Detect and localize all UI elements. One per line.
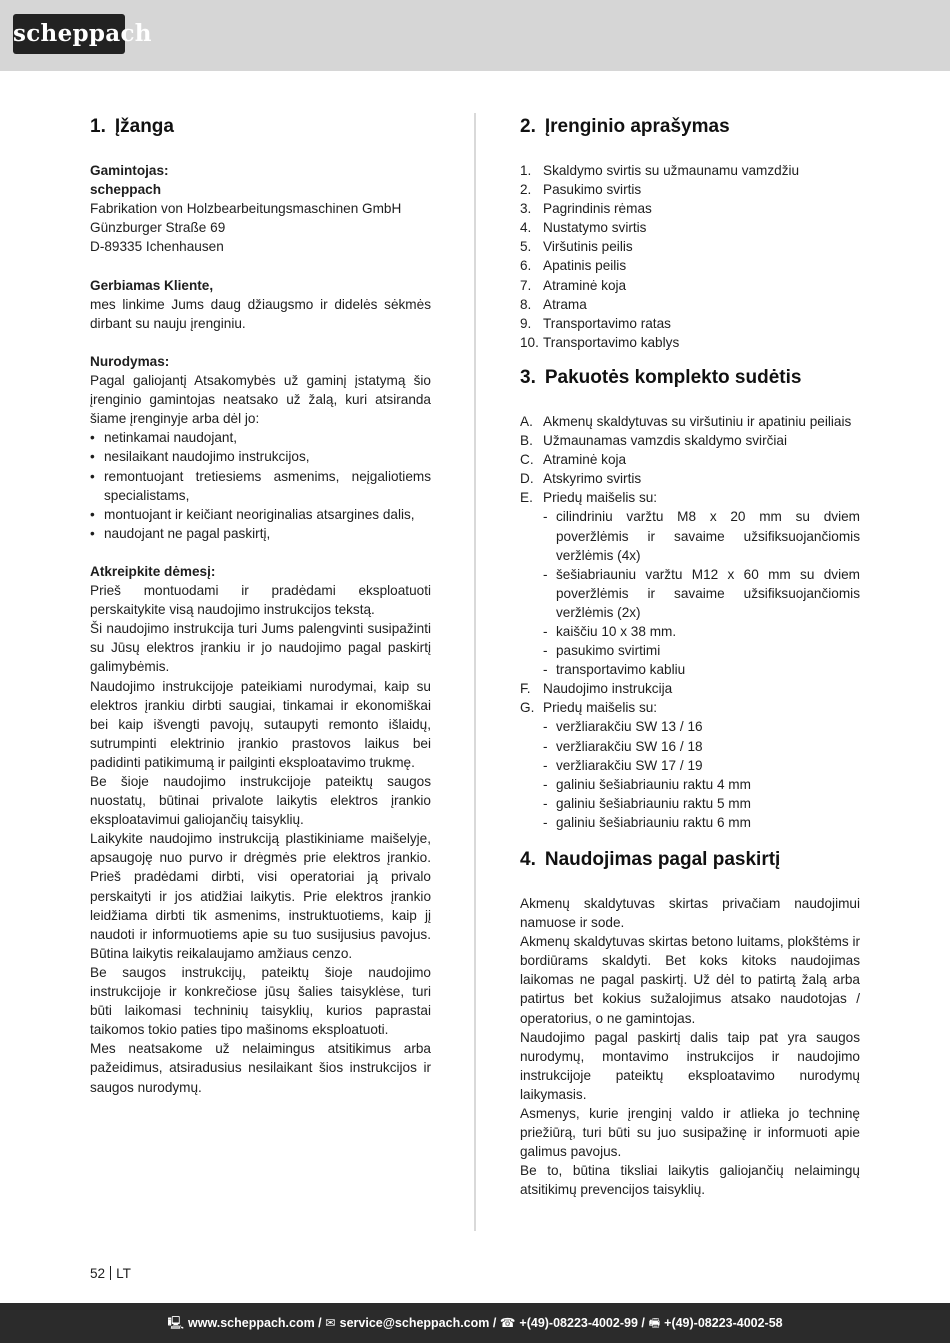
- list-item: G. Priedų maišelis su:: [520, 700, 658, 716]
- paragraph: Naudojimo instrukcijoje pateikiami nurodymai, kaip su elektros įrankiu dirbti saugiai, tinkamai ir ekonomiškai bei kaip išvengti pavojų, sutaupyti remonto išlaidų, sutrumpinti elektrinio įrankio prastovos laikus bei padidinti patikimumą ir pailginti eksploatavimo trukmę.: [90, 678, 431, 770]
- list-item: • remontuojant tretiesiems asmenims, neįgaliotiems specialistams,: [90, 467, 431, 505]
- list-item: - veržliarakčiu SW 16 / 18: [543, 738, 703, 754]
- section-number: 3.: [520, 366, 536, 388]
- section-title: Įrenginio aprašymas: [544, 116, 730, 137]
- section-title: Pakuotės komplekto sudėtis: [544, 366, 802, 388]
- paragraph: Naudojimo pagal paskirtį dalis taip pat yra saugos nurodymų, montavimo instrukcijos ir naudojimo instrukcijoje pateiktų eksploatavimo nurodymų laikymasis.: [520, 1029, 860, 1102]
- list-item: D. Atskyrimo svirtis: [520, 471, 642, 487]
- header-bar: [0, 0, 950, 71]
- list-item: 8. Atrama: [520, 296, 587, 312]
- brand-logo: scheppach: [13, 14, 125, 54]
- list-item: - veržliarakčiu SW 13 / 16: [543, 719, 703, 735]
- description-list: [520, 161, 860, 352]
- list-item: - galiniu šešiabriauniu raktu 6 mm: [543, 814, 751, 830]
- list-item: A. Akmenų skaldytuvas su viršutiniu ir apatiniu peiliais: [520, 413, 852, 429]
- manufacturer-line: Günzburger Straße 69: [90, 220, 226, 236]
- list-item: F. Naudojimo instrukcija: [520, 681, 673, 697]
- list-item: C. Atraminė koja: [520, 452, 627, 468]
- package-list: [520, 412, 860, 507]
- column-divider: [474, 113, 476, 1231]
- mail-icon: ✉: [325, 1316, 336, 1330]
- paragraph: Laikykite naudojimo instrukciją plastikiniame maišelyje, apsaugoję nuo purvo ir drėgmės prie elektros įrankio. Prieš pradėdami dirbti, visi operatoriai ją privalo perskaityti ir jos atidžiai laikytis. Prie elektros įrankio leidžiama dirbti tik asmenims, instruktuotiems, kaip jį naudoti ir informuotiems apie su tuo susijusius pavojus. Būtina laikytis reikalaujamo amžiaus cenzo.: [90, 831, 431, 961]
- list-item: - pasukimo svirtimi: [543, 643, 661, 659]
- list-item: - galiniu šešiabriauniu raktu 5 mm: [543, 795, 751, 811]
- page-number-value: 52: [90, 1266, 106, 1281]
- list-item: - galiniu šešiabriauniu raktu 4 mm: [543, 776, 751, 792]
- note-list: [90, 428, 431, 543]
- manufacturer-label: Gamintojas:: [90, 163, 169, 178]
- footer-email[interactable]: service@scheppach.com /: [339, 1316, 497, 1330]
- note-text: Pagal galiojantį Atsakomybės už gaminį įstatymą šio įrenginio gamintojas neatsako už žalą, kuri atsiranda šiame įrenginyje arba dėl jo:: [90, 373, 431, 427]
- list-item: 5. Viršutinis peilis: [520, 239, 633, 255]
- package-sublist: [543, 507, 860, 679]
- package-sublist: [543, 717, 860, 832]
- section-heading-intended-use: [520, 846, 860, 874]
- paragraph: Be to, būtina tiksliai laikytis galiojančių nelaimingų atsitikimų prevencijos taisyklių.: [520, 1163, 860, 1198]
- paragraph: Prieš montuodami ir pradėdami eksploatuoti perskaitykite visą naudojimo instrukcijos tekstą.: [90, 583, 431, 618]
- footer-website[interactable]: www.scheppach.com /: [188, 1316, 322, 1330]
- section-heading-intro: [90, 113, 431, 141]
- paragraph: Ši naudojimo instrukcija turi Jums palengvinti susipažinti su Jūsų elektros įrankiu ir jo naudojimo pagal paskirtį galimybėmis.: [90, 621, 431, 675]
- list-item: 3. Pagrindinis rėmas: [520, 201, 652, 217]
- list-item: - veržliarakčiu SW 17 / 19: [543, 757, 703, 773]
- list-item: • nesilaikant naudojimo instrukcijos,: [90, 447, 431, 466]
- section-heading-package: [520, 364, 860, 392]
- section-heading-description: [520, 113, 860, 141]
- paragraph: Asmenys, kurie įrenginį valdo ir atlieka jo techninę priežiūrą, turi būti su juo susipažinę ir informuoti apie galimus pavojus.: [520, 1106, 860, 1160]
- greeting-label: Gerbiamas Kliente,: [90, 277, 214, 293]
- list-item: - šešiabriauniu varžtu M12 x 60 mm su dviem poveržlėmis ir savaime užsifiksuojančiomis veržlėmis (2x): [543, 566, 860, 620]
- paragraph: Be saugos instrukcijų, pateiktų šioje naudojimo instrukcijoje ir konkrečiose jūsų šalies taisyklėse, turi būti laikomasi techninių taisyklių, kurios paprastai taikomos tokio paties tipo mašinoms eksploatuoti.: [90, 964, 431, 1038]
- list-item: - transportavimo kabliu: [543, 662, 686, 678]
- left-column: [90, 113, 431, 1097]
- section-number: 4.: [520, 849, 536, 870]
- list-item: - cilindriniu varžtu M8 x 20 mm su dviem poveržlėmis ir savaime užsifiksuojančiomis veržlėmis (4x): [543, 509, 860, 563]
- list-item: 4. Nustatymo svirtis: [520, 220, 647, 236]
- paragraph: Mes neatsakome už nelaimingus atsitikimus arba pažeidimus, atsiradusius nesilaikant šios instrukcijos ir saugos nurodymų.: [90, 1041, 431, 1095]
- section-title: Įžanga: [114, 116, 174, 137]
- list-item: • montuojant ir keičiant neoriginalias atsargines dalis,: [90, 505, 431, 524]
- list-item: 1. Skaldymo svirtis su užmaunamu vamzdžiu: [520, 163, 800, 178]
- section-title: Naudojimas pagal paskirtį: [544, 849, 781, 870]
- manufacturer-line: D-89335 Ichenhausen: [90, 239, 224, 255]
- section-number: 2.: [520, 116, 536, 137]
- list-item: - kaiščiu 10 x 38 mm.: [543, 623, 677, 639]
- manufacturer-line: Fabrikation von Holzbearbeitungsmaschinen GmbH: [90, 201, 402, 217]
- footer-phone: +(49)-08223-4002-99 /: [519, 1316, 645, 1330]
- list-item: • naudojant ne pagal paskirtį,: [90, 524, 431, 543]
- package-list: [520, 679, 860, 717]
- list-item: • netinkamai naudojant,: [90, 428, 431, 447]
- list-item: 10. Transportavimo kablys: [520, 334, 680, 350]
- list-item: E. Priedų maišelis su:: [520, 490, 658, 506]
- paragraph: Akmenų skaldytuvas skirtas privačiam naudojimui namuose ir sode.: [520, 896, 860, 931]
- manufacturer-name: scheppach: [90, 182, 162, 198]
- right-column: [520, 113, 860, 1200]
- page-number: [90, 1264, 131, 1283]
- paragraph: Be šioje naudojimo instrukcijoje pateiktų saugos nuostatų, būtinai privalote laikytis elektros įrankio eksploatavimui galiojančių taisyklių.: [90, 774, 431, 828]
- greeting-text: mes linkime Jums daug džiaugsmo ir didelės sėkmės dirbant su nauju įrenginiu.: [90, 296, 431, 331]
- attention-label: Atkreipkite dėmesį:: [90, 563, 216, 579]
- list-item: 2. Pasukimo svirtis: [520, 182, 642, 198]
- computer-icon: 🖳: [167, 1316, 185, 1330]
- list-item: 9. Transportavimo ratas: [520, 315, 671, 331]
- phone-icon: ☎: [499, 1316, 516, 1330]
- list-item: 6. Apatinis peilis: [520, 258, 627, 274]
- footer-fax: +(49)-08223-4002-58: [664, 1316, 783, 1330]
- page-language: LT: [116, 1266, 131, 1281]
- paragraph: Akmenų skaldytuvas skirtas betono luitams, plokštėms ir bordiūrams skaldyti. Bet koks kitoks naudojimas laikomas ne pagal paskirtį. Už dėl to patirtą žalą arba patirtus bet kokius sužalojimus atsako naudotojas / operatorius, o ne gamintojas.: [520, 934, 860, 1026]
- list-item: B. Užmaunamas vamzdis skaldymo svirčiai: [520, 433, 787, 449]
- section-number: 1.: [90, 116, 106, 137]
- note-label: Nurodymas:: [90, 353, 170, 369]
- fax-icon: 🖷: [648, 1316, 661, 1330]
- footer-bar: [0, 1303, 950, 1343]
- list-item: 7. Atraminė koja: [520, 277, 627, 293]
